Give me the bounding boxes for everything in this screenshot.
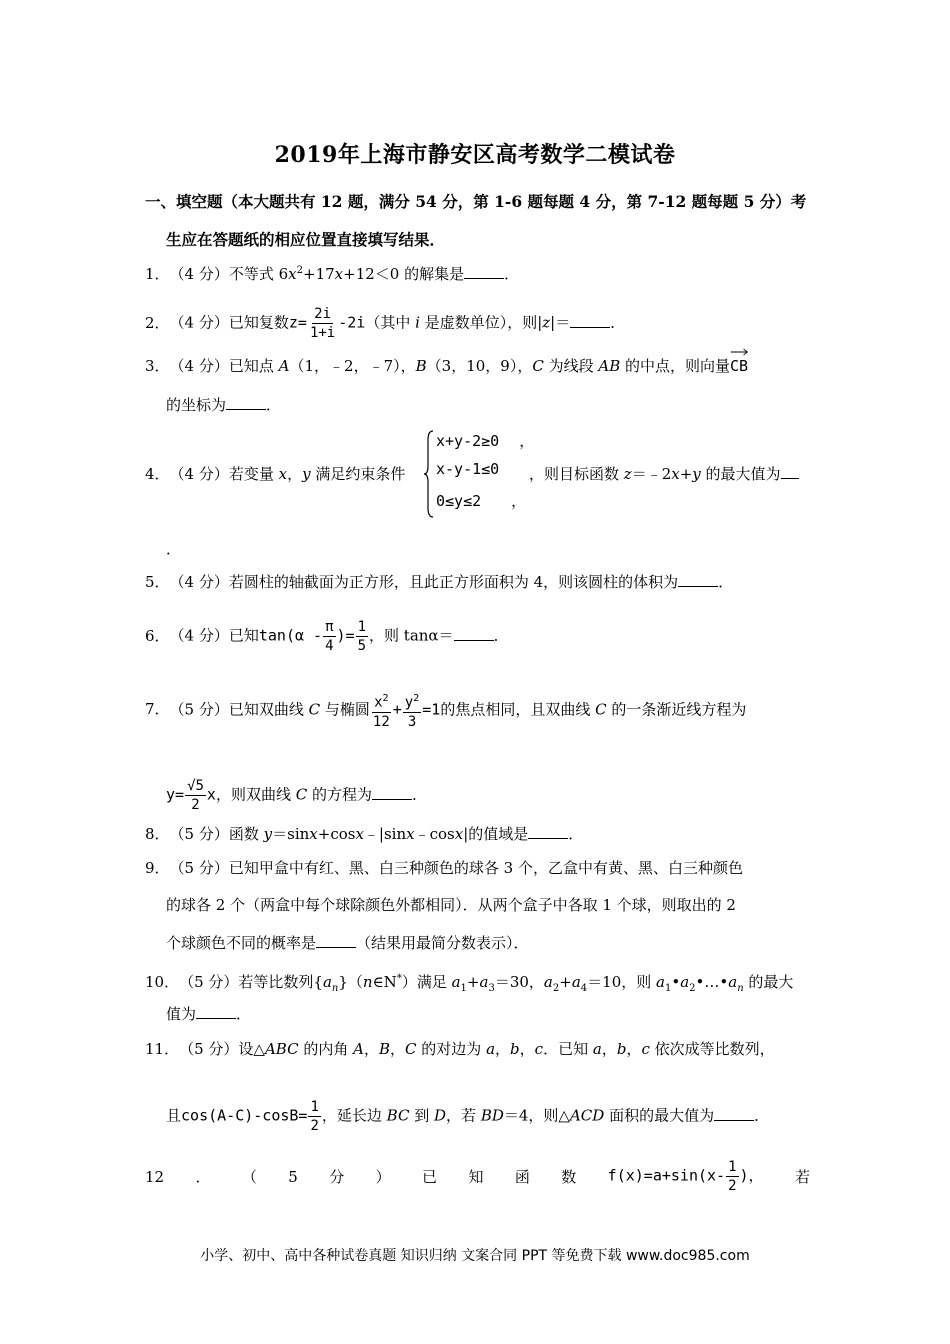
q2-text-c: 是虚数单位），则| (419, 313, 543, 332)
answer-blank (464, 264, 504, 279)
q11-cos-expr: cos(A-C)-cosB= (181, 1106, 308, 1125)
q7-two: 2 (191, 797, 200, 813)
constraint-2-expr: x-y-1≤0 (436, 460, 500, 478)
q11-D: D (434, 1106, 447, 1125)
q10-t1: 1 (664, 983, 672, 994)
q6-text-b: ，则 tanα＝ (369, 626, 454, 645)
question-10 (145, 968, 810, 1000)
q4-text-b: 满足约束条件 (310, 465, 406, 483)
q11-end: ． (754, 1106, 770, 1125)
q11-text-d: ．已知 (543, 1040, 593, 1058)
answer-blank (570, 313, 610, 328)
question-number: 11． (145, 1040, 180, 1058)
q12-five: 5 (288, 1167, 298, 1186)
q10-a4: a (571, 973, 581, 991)
constraint-1-expr: x+y-2≥0 (436, 432, 500, 450)
q4-var-z: z (623, 465, 632, 483)
question-3-continued (166, 394, 811, 416)
question-number: 12 (145, 1167, 165, 1186)
q11-line2c: 到 (409, 1106, 434, 1125)
question-number: 1． (145, 265, 170, 283)
q10-line2: 值为 (166, 1005, 197, 1023)
q7-three: 3 (407, 713, 417, 730)
q11-line2f: 面积的最大值为 (604, 1106, 715, 1125)
q6-tan: tan(α - (258, 626, 323, 645)
q3-coord-a: （1，﹣2，﹣7）， (289, 357, 416, 375)
q10-p2: + (559, 973, 572, 991)
q7-asy-fraction (185, 777, 206, 814)
score: （4 分） (169, 573, 229, 591)
q7-text-d: 的一条渐近线方程为 (606, 700, 747, 719)
q7-curve-c2: C (595, 700, 607, 719)
question-1 (145, 260, 810, 285)
q11-bd: BD (480, 1106, 504, 1125)
q2-var-z: z (542, 313, 551, 332)
q11-C: C (405, 1040, 417, 1058)
q8-text-b: ＝sin (272, 825, 310, 843)
q12-half-fraction (726, 1158, 738, 1195)
q7-sqrt5: √5 (187, 778, 204, 794)
constraint-3-expr: 0≤y≤2 (436, 492, 482, 510)
q8-text-f: |的值域是 (463, 825, 529, 843)
constraint-2 (436, 460, 499, 478)
q7-end: ． (412, 785, 428, 804)
q2-rhs: -2i (338, 313, 366, 332)
answer-blank (454, 626, 494, 641)
q8-var-x3: x (406, 825, 415, 843)
q11-b: b (510, 1040, 520, 1058)
q2-text-b: （其中 (365, 313, 416, 332)
q4-text-d: ＝﹣2 (631, 465, 672, 483)
question-number: 10． (145, 973, 180, 991)
q12-han: 函 (514, 1167, 530, 1186)
q1-var-x2: x (334, 265, 344, 283)
q11-c3: ， (495, 1040, 511, 1058)
q12-p2: ） (375, 1167, 391, 1186)
q10-tn: n (737, 983, 744, 994)
q2-var-i: i (415, 313, 420, 332)
q7-x-exp: 2 (382, 693, 389, 704)
q4-var-x2: x (671, 465, 680, 483)
question-11-continued (166, 1098, 811, 1135)
q11-text-a: 设△ (238, 1040, 265, 1058)
q2-fraction (308, 305, 337, 342)
q3-end: ． (266, 396, 282, 414)
q3-point-b: B (415, 357, 427, 375)
q7-y-numerator (403, 690, 421, 713)
q11-c2b: c (641, 1040, 650, 1058)
answer-blank (196, 1004, 236, 1019)
q9-line3a: 个球颜色不同的概率是 (166, 934, 317, 952)
q1-text-c: +12＜0 的解集是 (343, 265, 465, 283)
score: （5 分） (169, 859, 229, 877)
q7-y-fraction (403, 690, 421, 731)
q3-vector-label: CB (730, 357, 749, 375)
q11-c1: ， (363, 1040, 379, 1058)
q6-one: 1 (357, 619, 367, 635)
question-number: 7． (145, 700, 170, 719)
q12-close: ) (739, 1166, 749, 1185)
q7-x-numerator (372, 690, 390, 713)
answer-blank (316, 933, 356, 948)
q7-asy-x: x (206, 785, 216, 804)
question-number: 3． (145, 357, 170, 375)
score: （4 分） (169, 357, 229, 375)
question-3 (145, 355, 810, 377)
q11-line2b: ，延长边 (321, 1106, 387, 1125)
q8-end: ． (568, 825, 584, 843)
q4-var-y2: y (692, 465, 701, 483)
q10-text-a: 若等比数列{ (238, 973, 323, 991)
q12-fen: 分 (329, 1167, 345, 1186)
page-title: 2019年上海市静安区高考数学二模试卷 (274, 142, 676, 168)
q11-acd: ACD (569, 1106, 605, 1125)
q11-B: B (378, 1040, 391, 1058)
q11-c: c (534, 1040, 544, 1058)
question-number: 9． (145, 859, 170, 877)
q12-dot: ． (195, 1167, 211, 1186)
q7-text-b: 与椭圆 (320, 700, 370, 719)
q9-line1: 已知甲盒中有红、黑、白三种颜色的球各 3 个，乙盒中有黄、黑、白三种颜色 (228, 859, 743, 877)
q7-text-f: 的方程为 (307, 785, 372, 804)
q10-s1: 1 (460, 983, 467, 994)
q5-end: ． (718, 573, 734, 591)
left-brace-icon (424, 430, 434, 518)
q7-asy-y: y= (166, 785, 185, 804)
q6-text-a: 已知 (228, 626, 259, 645)
constraint-3 (436, 490, 526, 511)
q11-text-c: 的对边为 (416, 1040, 487, 1058)
score: （4 分） (169, 265, 229, 283)
q10-text-e: 的最大 (743, 973, 794, 991)
q2-text-a: 已知复数 (228, 313, 289, 332)
question-number: 2． (145, 313, 170, 332)
q4-end: ． (166, 540, 182, 558)
q4-sep: ， (287, 465, 303, 483)
answer-blank (678, 572, 718, 587)
q3-text-a: 已知点 (228, 357, 279, 375)
q3-text-b: 为线段 (543, 357, 599, 375)
q11-line2d: ，若 (446, 1106, 481, 1125)
q10-dot1: • (671, 973, 681, 991)
q6-value-fraction (356, 618, 368, 655)
q10-star: * (396, 973, 402, 984)
q8-text-d: ﹣|sin (363, 825, 407, 843)
score: （5 分） (179, 973, 239, 991)
q10-n: n (362, 973, 373, 991)
q12-yi: 已 (422, 1167, 438, 1186)
q12-one: 1 (728, 1159, 737, 1175)
question-4-end (166, 538, 811, 560)
q1-var-x: x (288, 265, 297, 283)
q10-text-b: }（ (338, 973, 363, 991)
question-10-continued (166, 1003, 811, 1025)
footer-text: 小学、初中、高中各种试卷真题 知识归纳 文案合同 PPT 等免费下载 www.doc985.com (200, 1248, 750, 1264)
constraint-1 (436, 430, 534, 451)
q3-text-c: 的中点，则向量 (620, 357, 731, 375)
q7-text-e: ，则双曲线 (215, 785, 296, 804)
question-number: 4． (145, 465, 170, 483)
q12-func: f(x)=a+sin(x- (607, 1166, 726, 1185)
q12-p1: （ (241, 1167, 257, 1186)
q11-c5: ， (601, 1040, 617, 1058)
q10-b2: a (680, 973, 690, 991)
q11-b2: b (616, 1040, 627, 1058)
q4-text-c: ，则目标函数 (529, 465, 624, 483)
q7-text-a: 已知双曲线 (228, 700, 309, 719)
q4-text-f: 的最大值为 (700, 465, 781, 483)
q11-a2: a (592, 1040, 602, 1058)
question-12 (145, 1158, 810, 1195)
q3-point-c: C (532, 357, 544, 375)
q4-text-a: 若变量 (228, 465, 279, 483)
q10-a3: a (479, 973, 489, 991)
q12-ruo: 若 (794, 1167, 810, 1186)
q10-s2: 2 (552, 983, 560, 994)
q4-var-x: x (278, 465, 288, 483)
q7-eq1: =1 (422, 700, 441, 719)
q3-point-a: A (278, 357, 290, 375)
constraint-1-comma: ， (519, 432, 535, 450)
q10-text-c: ∈N (372, 973, 397, 991)
q10-a: a (322, 973, 332, 991)
q7-curve-c: C (308, 700, 321, 719)
constraint-3-comma: ， (511, 492, 527, 510)
q10-b1: a (656, 973, 665, 991)
q3-segment-ab: AB (598, 357, 621, 375)
q1-text-b: +17 (303, 265, 335, 283)
q12-shu: 数 (561, 1167, 577, 1186)
q7-y: y (404, 694, 414, 711)
q12-function (608, 1158, 764, 1195)
q7-curve-c3: C (295, 785, 308, 804)
q12-zhi: 知 (468, 1167, 484, 1186)
q11-c4: ， (519, 1040, 535, 1058)
q11-half-fraction (308, 1098, 320, 1135)
q7-twelve: 12 (372, 713, 390, 730)
q11-bc: BC (386, 1106, 410, 1125)
q2-lhs: z= (288, 313, 307, 332)
question-4-tail (529, 463, 811, 485)
q3-line2: 的坐标为 (166, 396, 227, 414)
q10-t2: 2 (689, 983, 696, 994)
q6-four: 4 (325, 638, 334, 654)
q8-var-x2: x (355, 825, 364, 843)
question-7-continued (166, 777, 811, 814)
q4-constraint-system (424, 430, 535, 518)
q4-text-e: + (679, 465, 693, 483)
q10-p1: + (466, 973, 480, 991)
question-6 (145, 618, 810, 655)
q6-pi-fraction (323, 618, 335, 655)
score: （5 分） (179, 1040, 239, 1058)
q10-a1: a (451, 973, 461, 991)
q11-c6: ， (626, 1040, 642, 1058)
q6-end: ． (493, 626, 509, 645)
q1-text-a: 不等式 6 (228, 265, 289, 283)
q1-exponent: 2 (296, 265, 304, 276)
q3-vector-cb (730, 355, 748, 377)
score: （5 分） (169, 700, 229, 719)
score: （4 分） (169, 313, 229, 332)
vector-arrow-icon (730, 348, 748, 356)
q8-text-e: ﹣cos (414, 825, 455, 843)
q1-end: ． (504, 265, 520, 283)
answer-blank (714, 1106, 754, 1121)
q11-line2e: ＝4，则△ (503, 1106, 570, 1125)
q11-c2: ， (390, 1040, 406, 1058)
q8-text-c: +cos (317, 825, 356, 843)
q7-x: x (374, 694, 383, 711)
q6-pi: π (325, 619, 334, 635)
section-heading-line2: 生应在答题纸的相应位置直接填写结果． (166, 230, 446, 249)
q6-five: 5 (357, 638, 367, 654)
q11-text-b: 的内角 (298, 1040, 354, 1058)
q3-coord-b: （3，10，9）， (426, 357, 533, 375)
q7-x-fraction (371, 690, 392, 731)
score: （4 分） (169, 626, 229, 645)
q12-two: 2 (728, 1178, 737, 1194)
q10-sub-n: n (331, 983, 339, 994)
question-number: 8． (145, 825, 170, 843)
section-heading-line1: 一、填空题（本大题共有 12 题，满分 54 分，第 1-6 题每题 4 分，第 7-12 题每题 5 分）考 (145, 192, 807, 211)
q10-v1: ＝30， (494, 973, 544, 991)
question-number: 5． (145, 573, 170, 591)
question-number: 6． (145, 626, 170, 645)
q7-y-exp: 2 (413, 693, 420, 704)
q8-var-x1: x (309, 825, 318, 843)
question-2 (145, 305, 810, 342)
answer-blank (781, 464, 799, 479)
q11-abc: ABC (264, 1040, 299, 1058)
q10-a2: a (543, 973, 553, 991)
q11-a: a (486, 1040, 496, 1058)
q4-var-y: y (302, 465, 311, 483)
question-11 (145, 1038, 810, 1060)
q10-text-d: ）满足 (401, 973, 452, 991)
q7-plus: + (392, 700, 402, 719)
q10-bn: a (728, 973, 738, 991)
q9-line3b: （结果用最简分数表示）． (356, 934, 529, 952)
q6-close: )= (336, 626, 355, 645)
question-8 (145, 823, 810, 845)
q9-line2: 的球各 2 个（两盒中每个球除颜色外都相同）．从两个盒子中各取 1 个球，则取出的 2 (166, 896, 736, 914)
q11-one: 1 (310, 1099, 319, 1115)
q8-text-a: 函数 (228, 825, 264, 843)
q10-v2: ＝10，则 (587, 973, 657, 991)
answer-blank (372, 785, 412, 800)
q10-end: ． (236, 1005, 252, 1023)
q11-line2a: 且 (166, 1106, 182, 1125)
score: （5 分） (169, 825, 229, 843)
question-5 (145, 571, 810, 593)
q2-frac-numerator: 2i (314, 306, 332, 322)
score: （4 分） (169, 465, 229, 483)
q12-comma: ， (748, 1166, 764, 1185)
question-7 (145, 690, 810, 731)
q11-A: A (353, 1040, 364, 1058)
q11-two: 2 (310, 1118, 319, 1134)
question-9-line3 (166, 932, 811, 954)
q2-text-d: |＝ (550, 313, 571, 332)
q7-text-c: 的焦点相同，且双曲线 (440, 700, 596, 719)
q10-s3: 3 (488, 983, 495, 994)
q11-text-e: 依次成等比数列， (649, 1040, 775, 1058)
q8-var-y: y (263, 825, 273, 843)
answer-blank (226, 395, 266, 410)
q8-var-x4: x (454, 825, 464, 843)
question-9 (145, 857, 810, 879)
q10-dots: •…• (695, 973, 729, 991)
q10-s4: 4 (580, 983, 588, 994)
answer-blank (528, 824, 568, 839)
q5-text: 若圆柱的轴截面为正方形，且此正方形面积为 4，则该圆柱的体积为 (228, 573, 679, 591)
q2-end: ． (610, 313, 626, 332)
q2-frac-denominator: 1+i (309, 325, 336, 341)
